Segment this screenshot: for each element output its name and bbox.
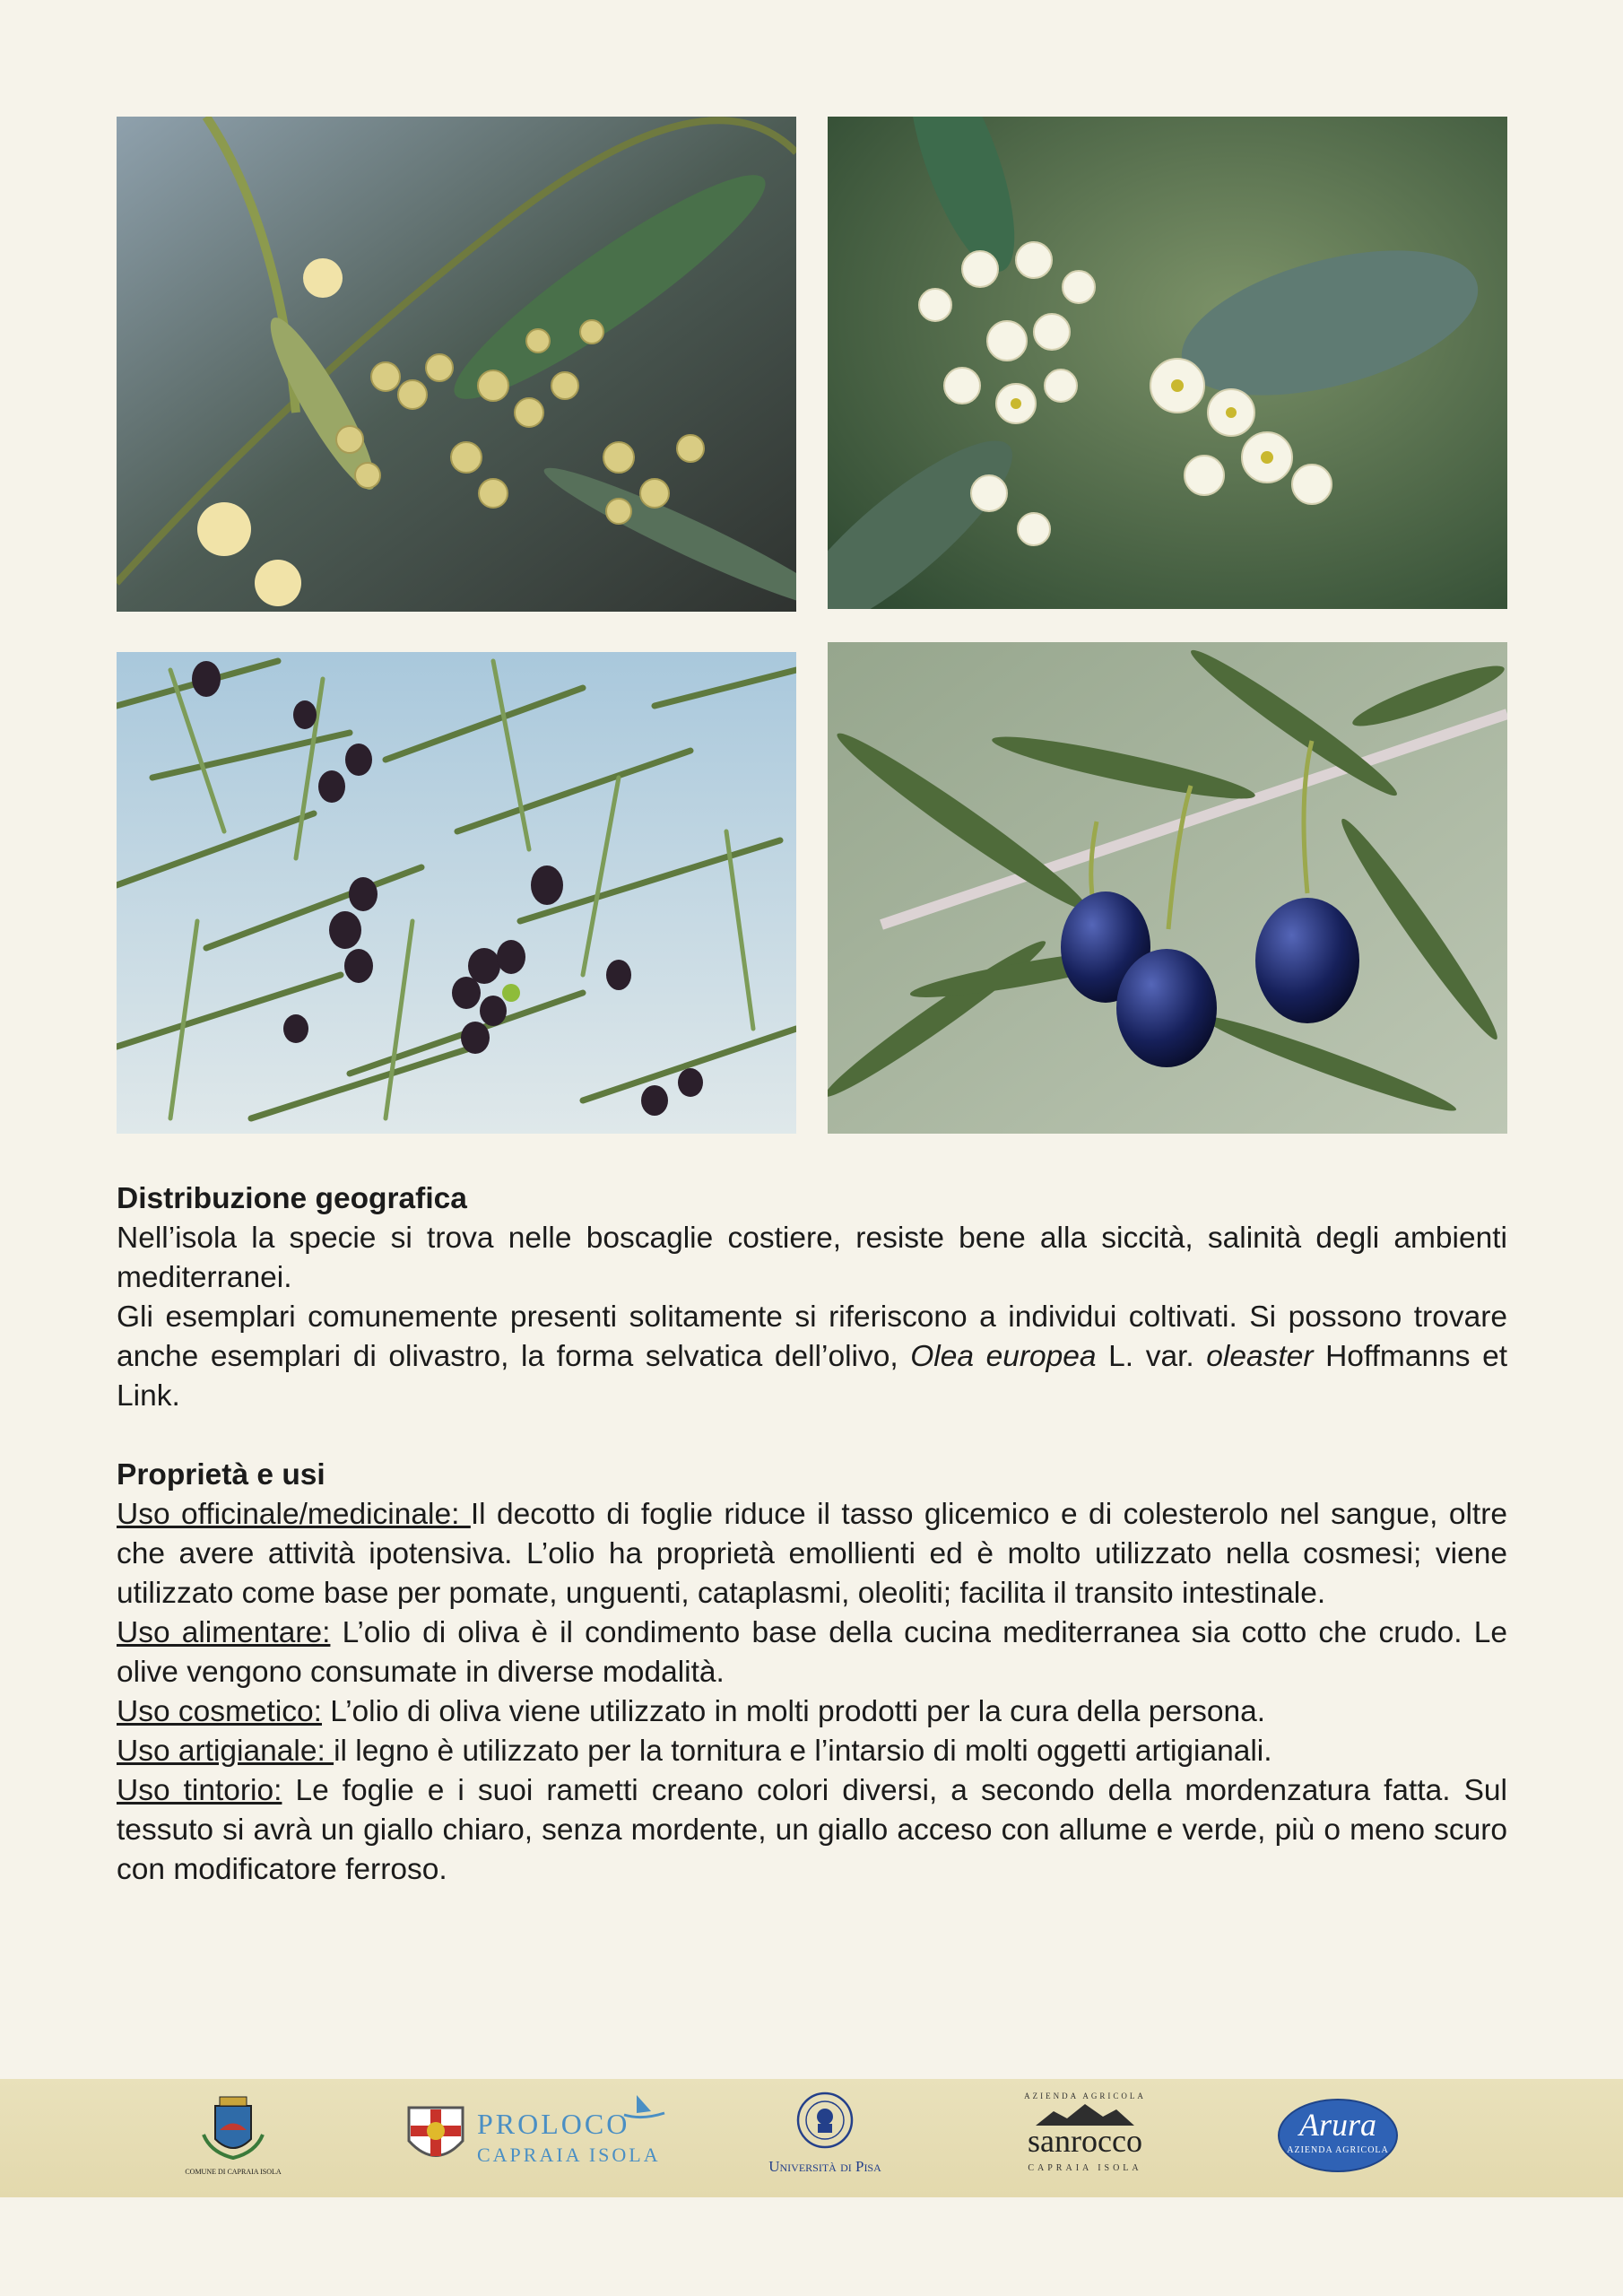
proloco-shield-icon xyxy=(404,2100,468,2172)
body-text xyxy=(117,1179,1507,1890)
use-text: L’olio di oliva è il condimento base della cucina mediterranea sia cotto che crudo. Le olive vengono consumate in diverse modalità. xyxy=(117,1616,1507,1689)
proloco-logo xyxy=(404,2090,673,2188)
photo-olive-white-flowers xyxy=(828,117,1507,609)
sailboat-icon xyxy=(615,2093,669,2120)
distribution-paragraph-1: Nell’isola la specie si trova nelle boscaglie costiere, resiste bene alla siccità, salinità degli ambienti mediterranei. xyxy=(117,1222,1507,1294)
unipi-label: Università di Pisa xyxy=(768,2158,881,2175)
distribution-paragraph-2 xyxy=(117,1298,1507,1416)
use-label: Uso artigianale: xyxy=(117,1735,334,1768)
proloco-subtitle: CAPRAIA ISOLA xyxy=(477,2144,661,2166)
distribution-text: Hoffmanns et Link. xyxy=(117,1340,1508,1413)
comune-logo xyxy=(184,2090,282,2188)
arura-subtitle: AZIENDA AGRICOLA xyxy=(1287,2145,1389,2155)
distribution-text: L. var. xyxy=(1096,1340,1207,1373)
use-text: L’olio di oliva viene utilizzato in molti prodotti per la cura della persona. xyxy=(322,1695,1266,1728)
comune-crest-icon xyxy=(184,2090,282,2161)
use-text: il legno è utilizzato per la tornitura e l’intarsio di molti oggetti artigianali. xyxy=(334,1735,1272,1768)
use-craft xyxy=(117,1732,1507,1771)
spacer xyxy=(117,1416,1507,1456)
use-food xyxy=(117,1613,1507,1692)
use-label: Uso alimentare: xyxy=(117,1616,331,1649)
variety-name: oleaster xyxy=(1206,1340,1314,1373)
use-dyeing xyxy=(117,1771,1507,1890)
proloco-title: PROLOCO xyxy=(477,2108,630,2140)
distribution-text: Gli esemplari comunemente presenti solitamente si riferiscono a individui coltivati. Si possono trovare anche esemplari di olivastro, la forma selvatica dell’olivo, xyxy=(117,1300,1507,1373)
use-cosmetic xyxy=(117,1692,1507,1732)
photo-olive-tree-fruits xyxy=(117,652,796,1134)
sanrocco-top-label: AZIENDA AGRICOLA xyxy=(1024,2092,1146,2100)
arura-logo xyxy=(1278,2090,1398,2188)
sanrocco-bottom-label: CAPRAIA ISOLA xyxy=(1028,2163,1142,2173)
species-name: Olea europea xyxy=(910,1340,1097,1373)
distribution-heading: Distribuzione geografica xyxy=(117,1182,467,1215)
use-medicinal xyxy=(117,1495,1507,1613)
arura-name: Arura xyxy=(1298,2107,1376,2143)
sanrocco-logo xyxy=(1013,2090,1157,2188)
unipi-logo xyxy=(762,2090,888,2188)
sanrocco-name: sanrocco xyxy=(1028,2123,1142,2159)
use-text: Il decotto di foglie riduce il tasso glicemico e di colesterolo nel sangue, oltre che avere attività ipotensiva. L’olio ha proprietà emollienti ed è molto utilizzato nella cosmesi; viene utilizzato come base per pomate, unguenti, cataplasmi, oleoliti; facilita il transito intestinale. xyxy=(117,1498,1507,1610)
comune-label: COMUNE DI CAPRAIA ISOLA xyxy=(185,2168,282,2176)
use-label: Uso tintorio: xyxy=(117,1774,282,1807)
photo-olive-black-fruits xyxy=(828,642,1507,1134)
use-label: Uso cosmetico: xyxy=(117,1695,322,1728)
photo-olive-flower-buds xyxy=(117,117,796,612)
properties-heading: Proprietà e usi xyxy=(117,1458,325,1492)
use-label: Uso officinale/medicinale: xyxy=(117,1498,471,1531)
use-text: Le foglie e i suoi rametti creano colori diversi, a secondo della mordenzatura fatta. Sul tessuto si avrà un giallo chiaro, senza mordente, un giallo acceso con allume e verde, più o meno scuro con modificatore ferroso. xyxy=(117,1774,1507,1886)
